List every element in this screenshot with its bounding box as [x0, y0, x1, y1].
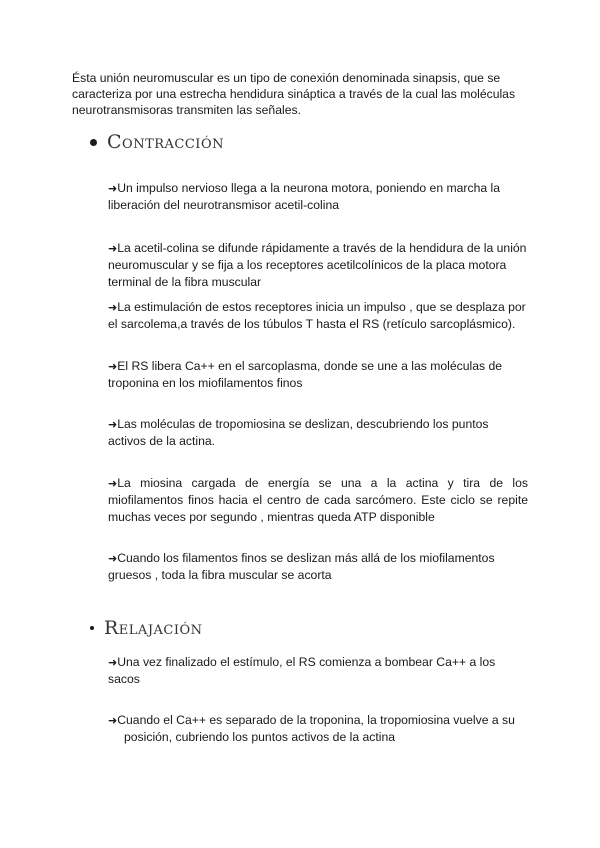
list-item [108, 475, 528, 526]
list-item-text-continuation: posición, cubriendo los puntos activos de la actina [124, 730, 395, 744]
list-item [108, 416, 528, 450]
list-item-text: La estimulación de estos receptores inicia un impulso , que se desplaza por el sarcolema,a través de los túbulos T hasta el RS (retículo sarcoplásmico). [108, 300, 526, 331]
list-item-text: Cuando el Ca++ es separado de la troponina, la tropomiosina vuelve a su [117, 713, 515, 727]
arrow-icon: ➜ [108, 301, 118, 314]
arrow-icon: ➜ [108, 242, 118, 255]
list-item-text: La acetil-colina se difunde rápidamente a través de la hendidura de la unión neuromuscular y se fija a los receptores acetilcolínicos de la placa motora terminal de la fibra muscular [108, 241, 527, 289]
list-item [108, 654, 528, 688]
arrow-icon: ➜ [108, 418, 118, 431]
list-item-text: La miosina cargada de energía se una a la actina y tira de los miofilamentos finos hacia el centro de cada sarcómero. Este ciclo se repite muchas veces por segundo , mientras queda ATP disponible [108, 476, 528, 524]
arrow-icon: ➜ [108, 656, 118, 669]
arrow-icon: ➜ [108, 552, 118, 565]
list-item [108, 550, 528, 584]
section-heading-contraccion [90, 131, 224, 153]
list-item-text: Una vez finalizado el estímulo, el RS comienza a bombear Ca++ a los sacos [108, 655, 496, 686]
arrow-icon: ➜ [108, 360, 118, 373]
heading-text: Relajación [104, 617, 203, 639]
section-heading-relajacion [90, 617, 203, 639]
heading-text: Contracción [107, 131, 224, 153]
list-item-text: Cuando los filamentos finos se deslizan más allá de los miofilamentos gruesos , toda la fibra muscular se acorta [108, 551, 495, 582]
list-item [108, 299, 528, 333]
list-item-text: Un impulso nervioso llega a la neurona motora, poniendo en marcha la liberación del neurotransmisor acetil-colina [108, 181, 501, 212]
list-item [108, 358, 528, 392]
list-item [108, 180, 528, 214]
arrow-icon: ➜ [108, 182, 118, 195]
arrow-icon: ➜ [108, 714, 118, 727]
list-item [108, 712, 528, 746]
bullet-icon [90, 139, 97, 146]
arrow-icon: ➜ [108, 477, 118, 490]
list-item-text: Las moléculas de tropomiosina se deslizan, descubriendo los puntos activos de la actina. [108, 417, 489, 448]
intro-paragraph: Ésta unión neuromuscular es un tipo de conexión denominada sinapsis, que se caracteriza por una estrecha hendidura sináptica a través de la cual las moléculas neurotransmisoras transmiten las señales. [72, 71, 516, 117]
list-item [108, 240, 528, 291]
bullet-icon [90, 626, 94, 630]
list-item-text: El RS libera Ca++ en el sarcoplasma, donde se une a las moléculas de troponina en los miofilamentos finos [108, 359, 503, 390]
